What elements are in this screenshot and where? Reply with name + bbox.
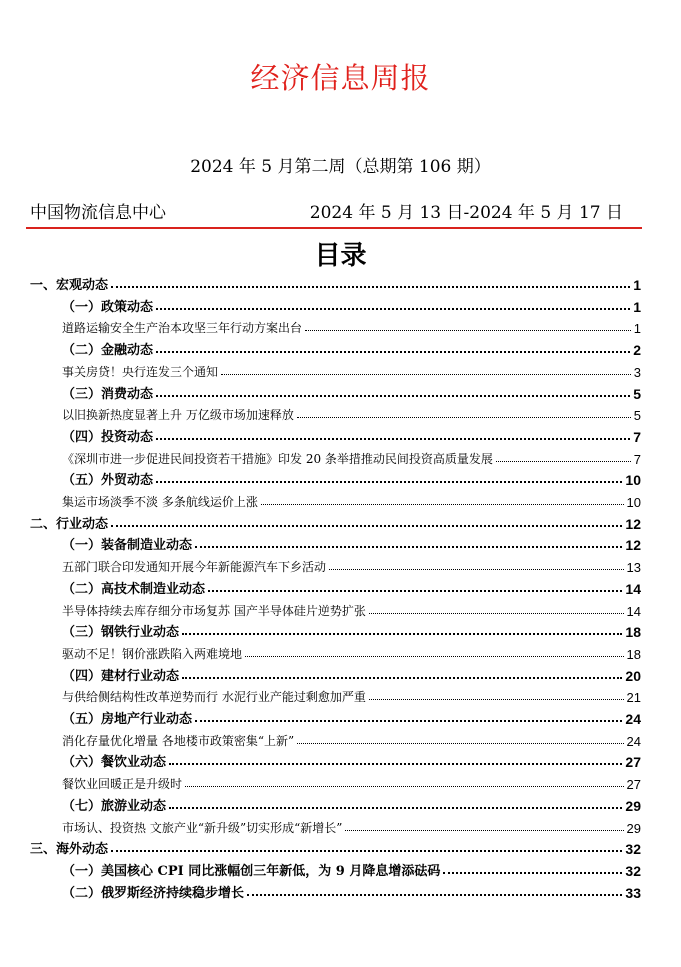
toc-entry-label: （四）建材行业动态 [62,668,180,684]
toc-entry[interactable] [62,816,641,836]
toc-entry-label: 驱动不足！钢价涨跌陷入两难境地 [62,646,243,661]
toc-dot-leader [345,829,623,831]
toc-entry-page: 7 [633,428,641,445]
toc-entry-label: 二、行业动态 [30,516,109,532]
toc-entry-label: 集运市场淡季不淡 多条航线运价上涨 [62,495,258,509]
toc-entry-page: 1 [633,298,641,315]
toc-entry[interactable] [62,685,641,705]
toc-entry[interactable] [62,316,641,336]
toc-dot-leader [156,394,630,397]
toc-entry-page: 10 [626,495,641,510]
toc-entry[interactable] [62,425,641,445]
toc-dot-leader [369,698,624,700]
toc-entry-page: 20 [625,667,641,684]
toc-entry[interactable] [62,859,641,879]
toc-entry[interactable] [62,338,641,358]
toc-entry[interactable] [62,772,641,792]
toc-entry-page: 18 [626,646,641,662]
toc-entry-label: 事关房贷！央行连发三个通知 [62,364,219,379]
toc-entry[interactable] [62,642,641,662]
toc-dot-leader [443,871,622,874]
toc-entry-page: 2 [633,342,641,359]
toc-entry-label: （二）俄罗斯经济持续稳步增长 [62,885,245,901]
toc-entry-label: 一、宏观动态 [30,278,109,293]
toc-entry-page: 32 [625,841,641,858]
toc-heading: 目录 [314,241,367,271]
toc-dot-leader [169,762,622,765]
toc-entry-label: （三）钢铁行业动态 [62,625,180,641]
toc-entry-page: 13 [626,560,641,576]
toc-entry[interactable] [62,881,641,901]
toc-dot-leader [182,676,622,679]
toc-entry[interactable] [62,620,641,640]
toc-dot-leader [305,329,631,331]
toc-entry-page: 12 [625,515,641,532]
toc-entry-page: 14 [625,580,641,597]
toc-entry-page: 27 [626,777,641,793]
toc-entry-label: （一）装备制造业动态 [62,538,193,554]
toc-dot-leader [182,632,622,635]
publisher-name: 中国物流信息中心 [30,203,166,223]
toc-entry[interactable] [62,403,641,423]
toc-entry[interactable] [30,837,641,857]
toc-dot-leader [261,503,624,505]
toc-entry-label: （六）餐饮业动态 [62,755,167,771]
toc-entry[interactable] [62,794,641,814]
toc-entry-label: 餐饮业回暖正是升级时 [62,777,183,792]
toc-entry-label: 五部门联合印发通知开展今年新能源汽车下乡活动 [62,560,327,575]
toc-entry[interactable] [62,750,641,770]
toc-dot-leader [221,373,631,375]
toc-entry-page: 1 [633,321,641,337]
toc-entry-label: （二）金融动态 [62,343,154,359]
toc-entry-page: 18 [625,624,641,641]
toc-entry-page: 7 [633,451,641,467]
toc-entry-label: 市场认、投资热 文旅产业“新升级”切实形成“新增长” [62,820,343,835]
toc-dot-leader [297,742,623,744]
toc-dot-leader [195,719,622,722]
toc-entry[interactable] [30,512,641,532]
toc-entry-page: 3 [633,364,641,380]
toc-dot-leader [156,307,630,310]
toc-dot-leader [111,285,630,288]
toc-entry[interactable] [62,664,641,684]
toc-entry[interactable] [62,382,641,402]
toc-entry-label: 以旧换新热度显著上升 万亿级市场加速释放 [62,408,294,423]
toc-dot-leader [245,655,624,657]
toc-entry-label: 道路运输安全生产治本攻坚三年行动方案出台 [62,321,303,336]
date-range: 2024 年 5 月 13 日-2024 年 5 月 17 日 [309,203,623,223]
toc-entry-page: 24 [626,733,641,749]
toc-entry-page: 32 [625,862,641,879]
toc-entry[interactable] [62,555,641,575]
toc-entry-page: 12 [625,537,641,554]
toc-dot-leader [111,524,622,527]
toc-dot-leader [185,785,624,787]
toc-entry[interactable] [62,295,641,315]
toc-entry[interactable] [62,447,641,467]
toc-entry[interactable] [62,729,641,749]
toc-entry[interactable] [62,707,641,727]
toc-dot-leader [169,806,622,809]
toc-entry-label: （四）投资动态 [62,429,154,445]
toc-entry-page: 21 [626,690,641,706]
toc-dot-leader [329,568,624,570]
issue-line: 2024 年 5 月第二周（总期第 106 期） [190,157,491,177]
toc-entry[interactable] [62,360,641,380]
toc-entry-label: 《深圳市进一步促进民间投资若干措施》印发 20 条举措推动民间投资高质量发展 [62,451,493,466]
toc-entry-page: 5 [633,408,641,424]
toc-entry[interactable] [62,490,641,510]
toc-entry-label: 半导体持续去库存细分市场复苏 国产半导体硅片逆势扩张 [62,603,366,618]
toc-entry-label: （一）美国核心 CPI 同比涨幅创三年新低，为 9 月降息增添砝码 [62,863,441,879]
report-title: 经济信息周报 [250,61,431,95]
toc-entry-label: （五）外贸动态 [62,473,154,489]
toc-dot-leader [156,350,630,353]
toc-entry-label: （一）政策动态 [62,299,154,315]
toc-dot-leader [111,849,622,852]
toc-entry[interactable] [30,273,641,293]
toc-dot-leader [247,893,622,896]
toc-entry-label: 消化存量优化增量 各地楼市政策密集“上新” [62,733,295,748]
toc-entry-label: （三）消费动态 [62,386,154,402]
toc-entry-page: 24 [625,711,641,727]
toc-entry-label: （七）旅游业动态 [62,798,167,814]
toc-entry-page: 5 [633,385,641,402]
toc-dot-leader [369,612,624,614]
toc-entry-label: （五）房地产行业动态 [62,712,193,727]
toc-entry-page: 10 [625,472,641,489]
toc-dot-leader [156,480,622,483]
toc-dot-leader [297,416,631,418]
header-divider [26,227,642,229]
toc-entry-page: 27 [625,754,641,771]
toc-entry[interactable] [62,468,641,488]
toc-entry[interactable] [62,533,641,553]
toc-dot-leader [208,589,622,592]
toc-entry-page: 33 [625,884,641,901]
toc-entry-page: 29 [625,797,641,814]
toc-dot-leader [156,437,630,440]
toc-entry[interactable] [62,577,641,597]
toc-entry[interactable] [62,599,641,619]
toc-entry-label: （二）高技术制造业动态 [62,581,206,597]
toc-entry-page: 14 [626,603,641,619]
toc-dot-leader [496,460,631,462]
toc-entry-page: 29 [626,820,641,836]
toc-entry-page: 1 [633,277,641,293]
toc-entry-label: 三、海外动态 [30,842,109,858]
toc-entry-label: 与供给侧结构性改革逆势而行 水泥行业产能过剩愈加严重 [62,690,366,705]
toc-dot-leader [195,545,622,548]
